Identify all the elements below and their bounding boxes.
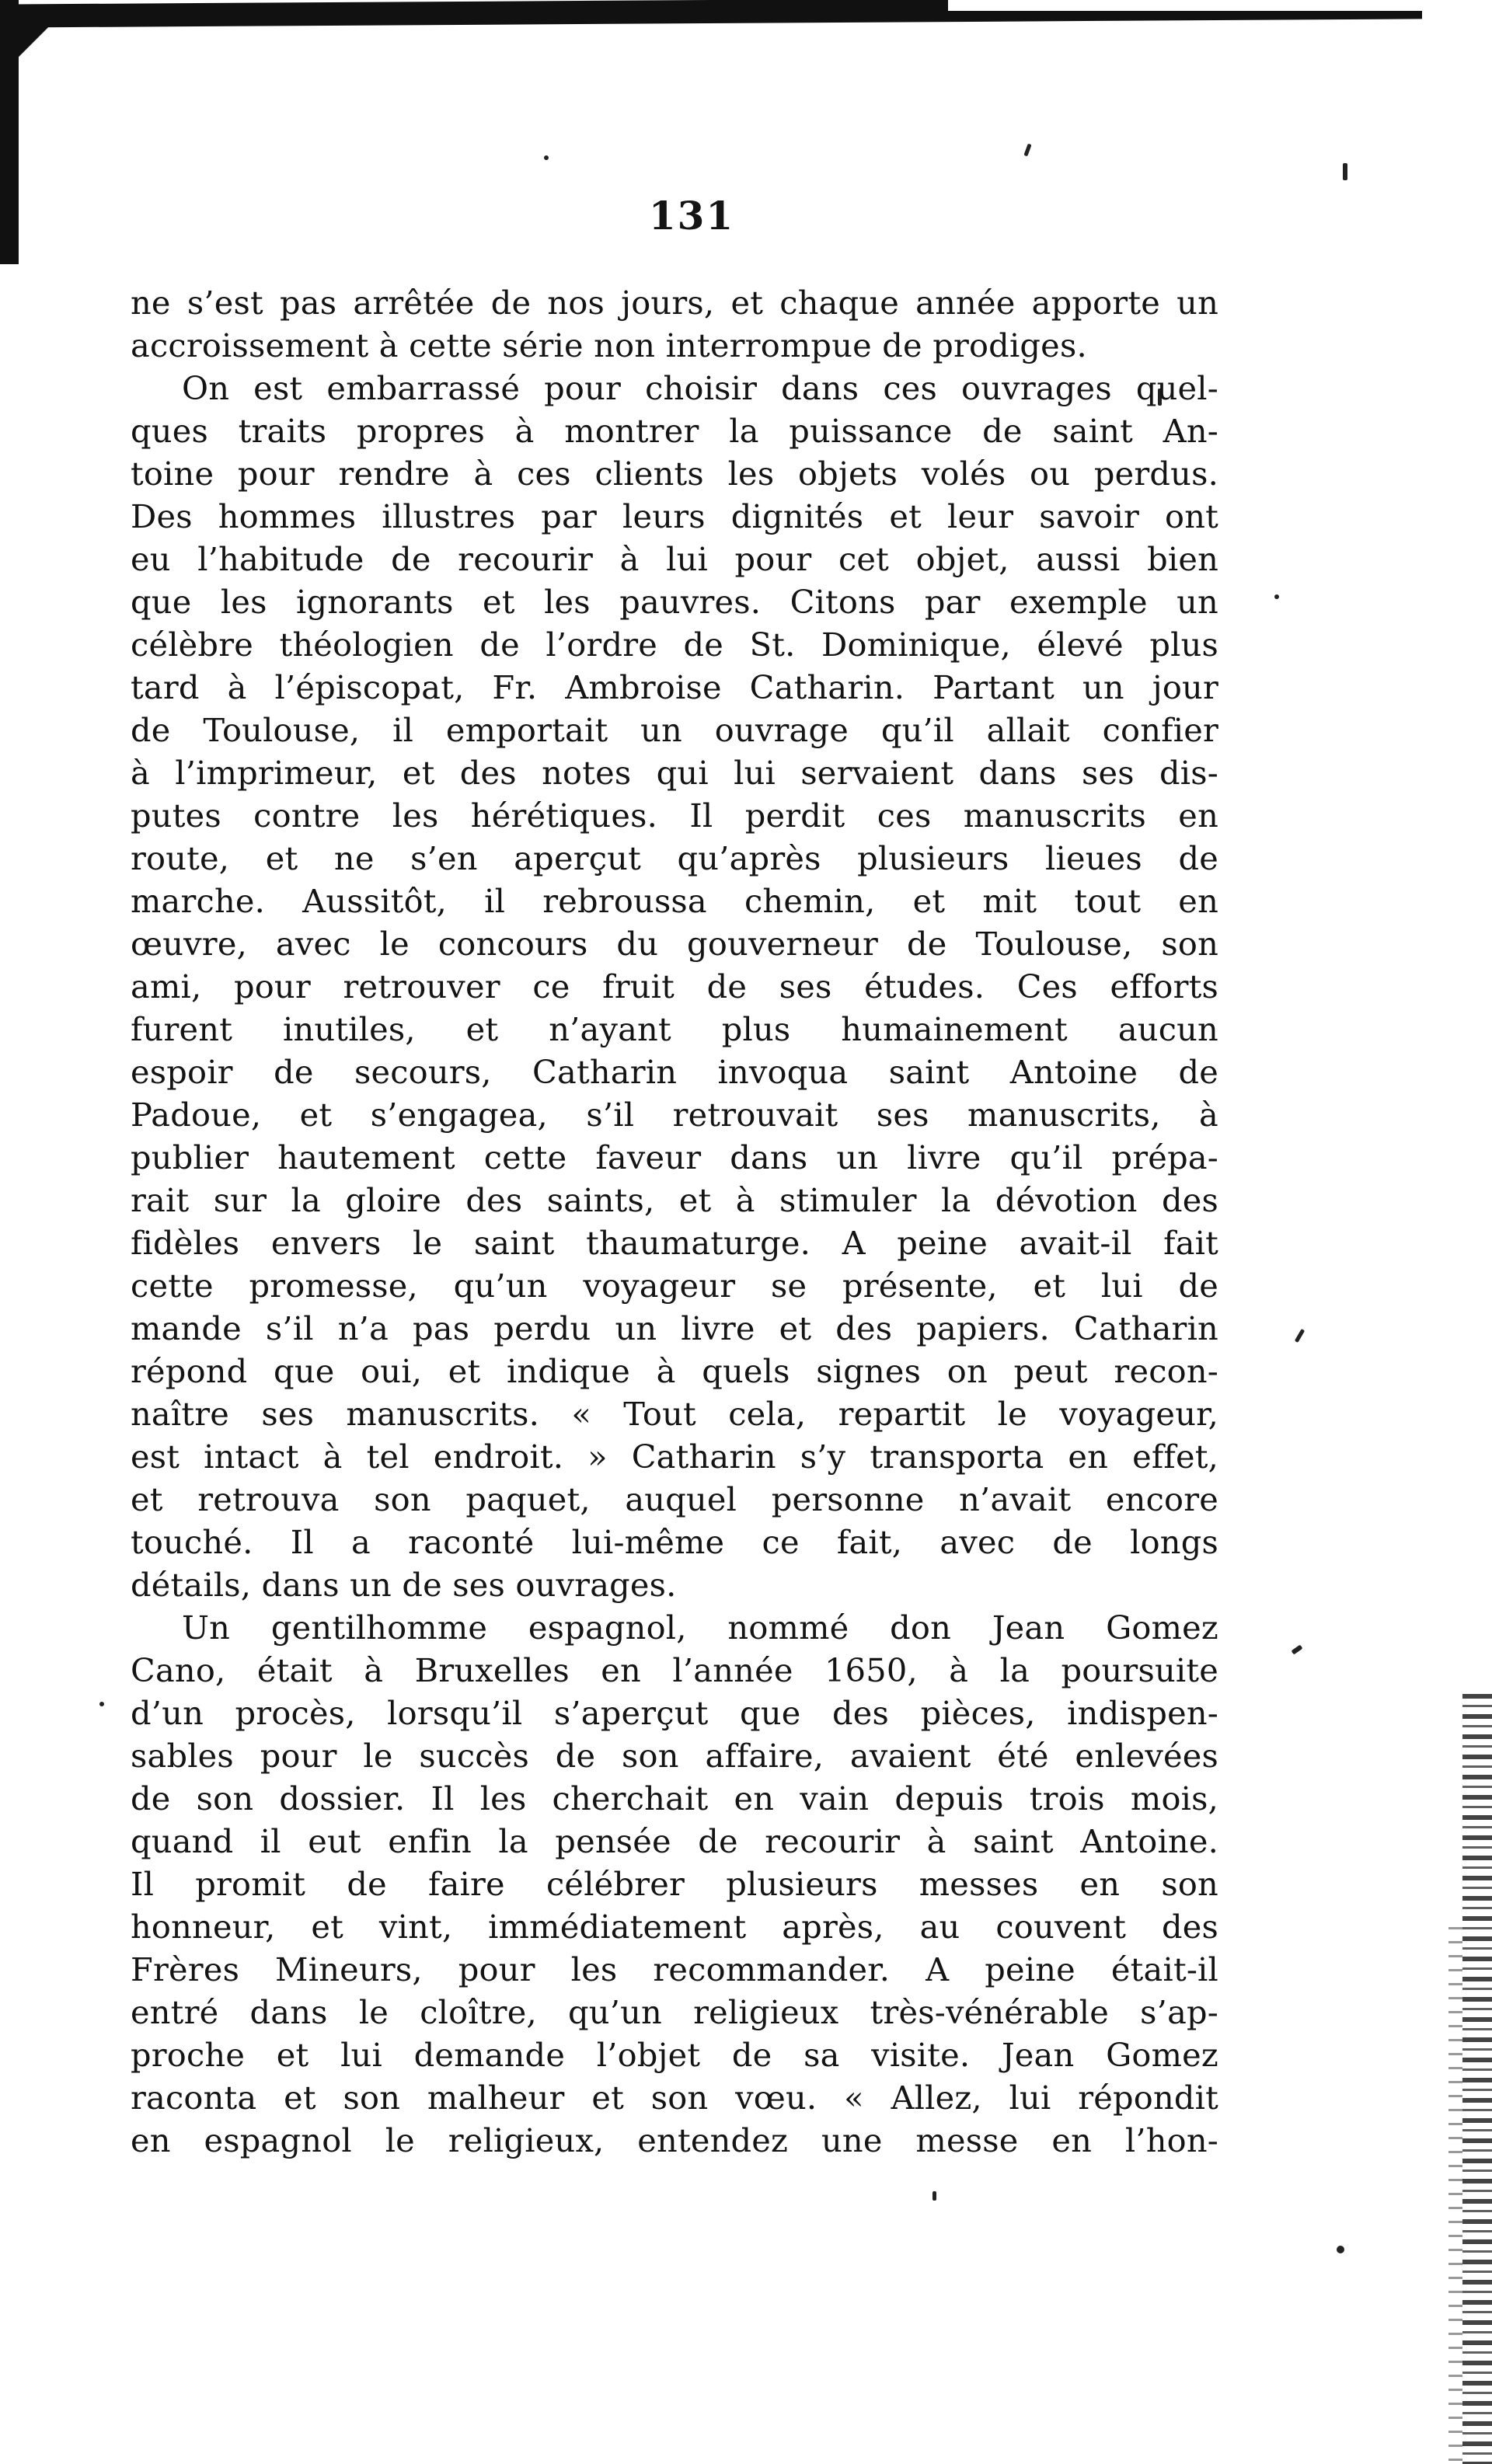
- text-line: Il promit de faire célébrer plusieurs messes en son: [131, 1865, 1218, 1903]
- text-line: répond que oui, et indique à quels signes on peut recon-: [131, 1352, 1218, 1390]
- text-line: eu l’habitude de recourir à lui pour cet objet, aussi bien: [131, 540, 1218, 578]
- text-line: rait sur la gloire des saints, et à stimuler la dévotion des: [131, 1181, 1218, 1219]
- scan-speck: [1343, 163, 1347, 180]
- text-line: de Toulouse, il emportait un ouvrage qu’il allait confier: [131, 711, 1218, 749]
- text-line: publier hautement cette faveur dans un livre qu’il prépa-: [131, 1138, 1218, 1176]
- scan-speck: [1023, 144, 1031, 157]
- text-line: On est embarrassé pour choisir dans ces ouvrages quel-: [182, 369, 1218, 407]
- text-line: ne s’est pas arrêtée de nos jours, et chaque année apporte un: [131, 284, 1218, 322]
- text-line: toine pour rendre à ces clients les objets volés ou perdus.: [131, 455, 1218, 493]
- text-line: proche et lui demande l’objet de sa visite. Jean Gomez: [131, 2036, 1218, 2074]
- scan-edge-right-inner: [1448, 1927, 1462, 2464]
- scan-speck: [932, 2191, 936, 2201]
- text-line: est intact à tel endroit. » Catharin s’y transporta en effet,: [131, 1438, 1218, 1476]
- body-text: [131, 281, 1218, 2162]
- text-line: d’un procès, lorsqu’il s’aperçut que des pièces, indispen-: [131, 1694, 1218, 1732]
- text-line: naître ses manuscrits. « Tout cela, repartit le voyageur,: [131, 1395, 1218, 1433]
- text-line: honneur, et vint, immédiatement après, au couvent des: [131, 1908, 1218, 1946]
- scan-speck: [99, 1702, 104, 1706]
- text-line: détails, dans un de ses ouvrages.: [131, 1566, 677, 1604]
- page-number: 131: [648, 193, 735, 239]
- text-line: furent inutiles, et n’ayant plus humainement aucun: [131, 1010, 1218, 1048]
- text-line: Padoue, et s’engagea, s’il retrouvait ses manuscrits, à: [131, 1096, 1218, 1134]
- text-line: quand il eut enfin la pensée de recourir à saint Antoine.: [131, 1822, 1218, 1860]
- text-line: putes contre les hérétiques. Il perdit ces manuscrits en: [131, 796, 1218, 835]
- text-line: espoir de secours, Catharin invoqua saint Antoine de: [131, 1053, 1218, 1091]
- text-line: Un gentilhomme espagnol, nommé don Jean Gomez: [182, 1608, 1218, 1647]
- text-line: Des hommes illustres par leurs dignités et leur savoir ont: [131, 497, 1218, 535]
- text-line: fidèles envers le saint thaumaturge. A peine avait-il fait: [131, 1224, 1218, 1262]
- text-line: marche. Aussitôt, il rebroussa chemin, et mit tout en: [131, 882, 1218, 920]
- text-line: raconta et son malheur et son vœu. « Allez, lui répondit: [131, 2079, 1218, 2117]
- text-line: œuvre, avec le concours du gouverneur de Toulouse, son: [131, 925, 1218, 963]
- text-line: touché. Il a raconté lui-même ce fait, avec de longs: [131, 1523, 1218, 1561]
- scan-speck: [1292, 1645, 1303, 1655]
- text-line: ami, pour retrouver ce fruit de ses études. Ces efforts: [131, 967, 1218, 1005]
- text-line: de son dossier. Il les cherchait en vain depuis trois mois,: [131, 1779, 1218, 1818]
- scan-speck: [1337, 2246, 1344, 2253]
- text-line: cette promesse, qu’un voyageur se présente, et lui de: [131, 1267, 1218, 1305]
- text-line: que les ignorants et les pauvres. Citons par exemple un: [131, 583, 1218, 621]
- scan-speck: [1274, 594, 1279, 599]
- text-line: en espagnol le religieux, entendez une messe en l’hon-: [131, 2121, 1218, 2159]
- scan-speck: [1295, 1329, 1305, 1343]
- text-line: mande s’il n’a pas perdu un livre et des papiers. Catharin: [131, 1309, 1218, 1347]
- text-line: accroissement à cette série non interrompue de prodiges.: [131, 326, 1087, 364]
- scan-edge-corner: [19, 16, 65, 85]
- text-line: à l’imprimeur, et des notes qui lui servaient dans ses dis-: [131, 754, 1218, 792]
- text-line: Cano, était à Bruxelles en l’année 1650, à la poursuite: [131, 1651, 1218, 1689]
- text-line: Frères Mineurs, pour les recommander. A peine était-il: [131, 1950, 1218, 1988]
- scan-edge-right: [1462, 1694, 1492, 2464]
- scan-edge-gap: [948, 0, 1492, 11]
- text-line: tard à l’épiscopat, Fr. Ambroise Catharin. Partant un jour: [131, 668, 1218, 706]
- scan-speck: [544, 155, 549, 160]
- text-line: célèbre théologien de l’ordre de St. Dominique, élevé plus: [131, 626, 1218, 664]
- text-line: et retrouva son paquet, auquel personne n’avait encore: [131, 1480, 1218, 1518]
- text-line: entré dans le cloître, qu’un religieux très-vénérable s’ap-: [131, 1993, 1218, 2031]
- text-line: route, et ne s’en aperçut qu’après plusieurs lieues de: [131, 839, 1218, 877]
- text-line: ques traits propres à montrer la puissance de saint An-: [131, 412, 1218, 450]
- text-line: sables pour le succès de son affaire, avaient été enlevées: [131, 1737, 1218, 1775]
